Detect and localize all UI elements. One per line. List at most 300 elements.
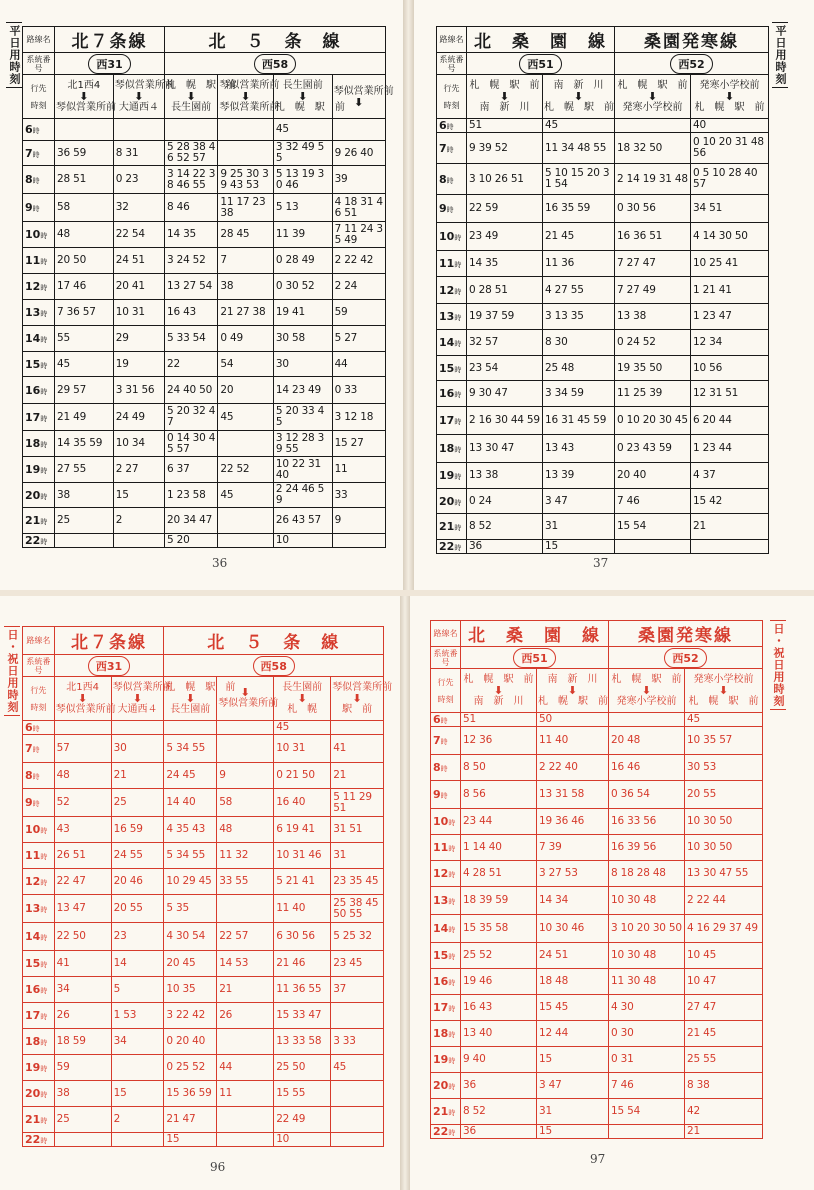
minutes-cell: 1 23 47 [691, 304, 769, 330]
hour-row [23, 735, 384, 763]
minutes-cell: 0 10 20 31 48 56 [691, 133, 769, 164]
destination-stop: 長生園前 [171, 101, 212, 113]
minutes-cell: 33 55 [217, 869, 274, 895]
hour-suffix: 時 [446, 206, 454, 214]
minutes-cell [331, 721, 384, 735]
minutes-cell: 13 38 [615, 304, 691, 330]
minutes-cell: 2 22 40 [537, 755, 609, 781]
minutes-cell: 4 14 30 50 [691, 223, 769, 251]
hour-cell [23, 735, 55, 763]
hour-number: 15 [439, 361, 455, 375]
minutes-cell [331, 1081, 384, 1107]
hour-suffix: 時 [454, 261, 462, 269]
minutes-cell: 13 38 [467, 463, 543, 489]
system-number-badge: 西58 [253, 656, 295, 676]
minutes-cell: 1 14 40 [461, 835, 537, 861]
minutes-cell [111, 1133, 164, 1147]
hour-suffix: 時 [448, 845, 456, 853]
hour-row [431, 727, 763, 755]
minutes-cell: 25 55 [685, 1047, 763, 1073]
minutes-cell: 16 40 [274, 789, 331, 817]
minutes-cell: 25 [55, 508, 114, 534]
hour-number: 22 [25, 534, 41, 547]
destination-cell [331, 677, 393, 721]
minutes-cell [615, 540, 691, 554]
minutes-cell: 45 [274, 721, 331, 735]
hour-suffix: 時 [454, 234, 462, 242]
hour-number: 16 [433, 975, 449, 988]
hour-number: 21 [439, 520, 455, 533]
hour-cell [23, 763, 55, 789]
hour-row [437, 223, 769, 251]
minutes-cell: 21 27 38 [218, 300, 274, 326]
minutes-cell: 14 35 [467, 251, 543, 277]
minutes-cell [217, 1133, 274, 1147]
hour-row [431, 969, 763, 995]
minutes-cell: 32 [113, 194, 164, 222]
route-label: 路線名 [431, 621, 461, 647]
minutes-cell: 36 59 [55, 141, 114, 166]
minutes-cell: 10 35 57 [685, 727, 763, 755]
hour-row [23, 166, 386, 194]
minutes-cell: 16 39 56 [609, 835, 685, 861]
hour-cell [437, 304, 467, 330]
minutes-cell: 0 28 49 [273, 248, 332, 274]
minutes-cell: 0 30 52 [273, 274, 332, 300]
down-arrow-icon: ⬇ [186, 89, 196, 103]
hour-suffix: 時 [40, 284, 48, 292]
hour-suffix: 時 [454, 418, 462, 426]
hour-row [431, 1099, 763, 1125]
hour-number: 16 [439, 387, 455, 400]
minutes-cell: 0 49 [218, 326, 274, 352]
system-number-cell [615, 53, 769, 75]
destination-stop: 札 幌 駅 前 [538, 695, 608, 707]
hour-row [437, 489, 769, 514]
minutes-cell: 21 [691, 514, 769, 540]
minutes-cell: 31 [331, 843, 384, 869]
down-arrow-icon: ⬇ [240, 89, 251, 103]
hour-number: 17 [439, 414, 455, 427]
minutes-cell: 29 57 [55, 377, 114, 404]
minutes-cell: 5 35 [164, 895, 217, 923]
minutes-cell: 9 [217, 763, 274, 789]
minutes-cell: 3 12 28 39 55 [273, 431, 332, 457]
hour-cell [437, 119, 467, 133]
minutes-cell: 16 33 56 [609, 809, 685, 835]
origin-stop: 札 幌 駅 前 [165, 79, 236, 91]
minutes-cell: 16 46 [609, 755, 685, 781]
minutes-cell: 6 37 [164, 457, 217, 483]
minutes-cell: 44 [217, 1055, 274, 1081]
minutes-cell: 23 44 [461, 809, 537, 835]
book-gutter-top [403, 0, 414, 590]
minutes-cell: 0 30 56 [615, 195, 691, 223]
minutes-cell: 13 39 [543, 463, 615, 489]
hour-number: 17 [433, 1001, 449, 1014]
minutes-cell: 9 25 30 39 43 53 [218, 166, 274, 194]
minutes-cell: 34 [54, 977, 111, 1003]
minutes-cell: 8 38 [685, 1073, 763, 1099]
system-number-cell [164, 655, 384, 677]
minutes-cell [111, 1055, 164, 1081]
hour-suffix: 時 [40, 538, 48, 546]
down-arrow-icon: ⬇ [493, 683, 504, 697]
hour-number: 6 [25, 123, 33, 136]
minutes-cell: 6 20 44 [691, 407, 769, 435]
minutes-cell: 13 30 47 [467, 435, 543, 463]
system-number-cell [467, 53, 615, 75]
minutes-cell: 3 10 20 30 50 [609, 915, 685, 943]
hour-number: 20 [433, 1079, 449, 1092]
hour-row [23, 274, 386, 300]
down-arrow-icon: ⬇ [641, 683, 652, 697]
hour-cell [437, 195, 467, 223]
hour-cell [431, 995, 461, 1021]
hour-cell [23, 977, 55, 1003]
dest-time-label [23, 75, 55, 119]
hour-cell [23, 789, 55, 817]
minutes-cell: 48 [217, 817, 274, 843]
minutes-cell: 30 58 [273, 326, 332, 352]
hour-suffix: 時 [32, 177, 40, 185]
destination-stop: 琴似営業所前 [218, 697, 279, 709]
hour-suffix: 時 [40, 987, 48, 995]
minutes-cell: 24 45 [164, 763, 217, 789]
hour-suffix: 時 [40, 1039, 48, 1047]
hour-number: 11 [433, 841, 449, 854]
hour-row [437, 435, 769, 463]
hour-number: 14 [439, 336, 455, 349]
hour-row [431, 809, 763, 835]
hour-number: 18 [25, 437, 41, 450]
minutes-cell: 5 10 15 20 31 54 [543, 164, 615, 195]
minutes-cell: 22 [164, 352, 217, 377]
system-number-badge: 西51 [519, 54, 561, 74]
hour-number: 9 [25, 796, 33, 809]
minutes-cell: 23 49 [467, 223, 543, 251]
destination-cell [54, 677, 116, 721]
hour-cell [23, 843, 55, 869]
hour-cell [431, 1021, 461, 1047]
minutes-cell: 52 [54, 789, 111, 817]
minutes-cell [218, 534, 274, 548]
minutes-cell: 38 [218, 274, 274, 300]
minutes-cell [55, 534, 114, 548]
minutes-cell: 12 36 [461, 727, 537, 755]
time-label: 時刻 [443, 100, 460, 110]
hour-suffix: 時 [448, 1057, 456, 1065]
hour-cell [437, 330, 467, 356]
origin-stop: 北1西4 [66, 681, 100, 693]
minutes-cell: 15 35 58 [461, 915, 537, 943]
minutes-cell: 3 31 56 [113, 377, 164, 404]
hour-suffix: 時 [454, 544, 462, 552]
minutes-cell: 55 [55, 326, 114, 352]
hour-number: 7 [25, 742, 33, 755]
destination-stop: 琴似営業所前 [56, 101, 117, 113]
minutes-cell: 36 [467, 540, 543, 554]
hour-cell [437, 514, 467, 540]
hour-cell [23, 377, 55, 404]
weekday-label-right: 平日用時刻 [772, 22, 788, 88]
line-name: 北 桑 園 線 [467, 27, 615, 53]
down-arrow-icon: ⬇ [132, 691, 143, 705]
hour-row [431, 713, 763, 727]
down-arrow-icon: ⬇ [298, 89, 308, 103]
hour-suffix: 時 [40, 906, 48, 914]
hour-row [23, 843, 384, 869]
hour-cell [437, 435, 467, 463]
minutes-cell [113, 534, 164, 548]
minutes-cell [615, 119, 691, 133]
hour-row [23, 300, 386, 326]
destination-cell [164, 75, 236, 119]
weekday-label-left: 平日用時刻 [6, 22, 22, 88]
minutes-cell [218, 141, 274, 166]
minutes-cell: 26 [54, 1003, 111, 1029]
minutes-cell: 19 46 [461, 969, 537, 995]
hour-cell [431, 755, 461, 781]
minutes-cell: 10 45 [685, 943, 763, 969]
destination-stop: 大通西４ [117, 703, 158, 715]
minutes-cell: 14 34 [537, 887, 609, 915]
hour-cell [431, 1099, 461, 1125]
hour-row [23, 141, 386, 166]
hour-cell [23, 222, 55, 248]
minutes-cell: 15 [164, 1133, 217, 1147]
minutes-cell: 42 [685, 1099, 763, 1125]
minutes-cell: 3 27 53 [537, 861, 609, 887]
hour-suffix: 時 [448, 926, 456, 934]
hour-row [23, 508, 386, 534]
hour-row [437, 463, 769, 489]
minutes-cell: 3 10 26 51 [467, 164, 543, 195]
hour-row [431, 755, 763, 781]
hour-number: 10 [25, 228, 41, 241]
hour-number: 22 [433, 1125, 449, 1138]
hour-cell [23, 119, 55, 141]
minutes-cell: 31 [543, 514, 615, 540]
hour-number: 19 [433, 1053, 449, 1066]
minutes-cell: 15 [111, 1081, 164, 1107]
hour-suffix: 時 [454, 473, 462, 481]
minutes-cell: 10 34 [113, 431, 164, 457]
minutes-cell: 19 41 [273, 300, 332, 326]
hour-row [23, 763, 384, 789]
hour-cell [431, 835, 461, 861]
hour-suffix: 時 [440, 738, 448, 746]
origin-stop: 長生園前 [282, 79, 323, 91]
hour-suffix: 時 [440, 717, 448, 725]
minutes-cell: 40 [691, 119, 769, 133]
hour-suffix: 時 [32, 773, 40, 781]
hour-cell [437, 381, 467, 407]
minutes-cell: 7 [218, 248, 274, 274]
minutes-cell: 16 36 51 [615, 223, 691, 251]
minutes-cell: 48 [54, 763, 111, 789]
minutes-cell: 7 46 [609, 1073, 685, 1099]
hour-number: 18 [25, 1035, 41, 1048]
minutes-cell: 1 53 [111, 1003, 164, 1029]
hour-suffix: 時 [40, 1091, 48, 1099]
minutes-cell: 16 31 45 59 [543, 407, 615, 435]
minutes-cell: 4 30 [609, 995, 685, 1021]
minutes-cell: 24 40 50 [164, 377, 217, 404]
hour-row [431, 861, 763, 887]
hour-suffix: 時 [446, 145, 454, 154]
minutes-cell: 24 49 [113, 404, 164, 431]
hour-suffix: 時 [32, 725, 40, 733]
down-arrow-icon: ⬇ [567, 683, 578, 697]
hour-number: 8 [25, 173, 33, 186]
hour-number: 8 [439, 172, 447, 186]
minutes-cell: 10 31 [113, 300, 164, 326]
hour-cell [23, 194, 55, 222]
origin-stop: 南 新 川 [547, 673, 598, 685]
minutes-cell: 57 [54, 735, 111, 763]
hour-suffix: 時 [448, 871, 456, 879]
hour-cell [431, 727, 461, 755]
hour-number: 6 [25, 721, 33, 734]
origin-stop: 札 幌 駅 前 [617, 79, 688, 91]
system-number-cell [609, 647, 763, 669]
hour-suffix: 時 [40, 232, 48, 240]
hour-cell [23, 141, 55, 166]
minutes-cell: 24 51 [537, 943, 609, 969]
hour-cell [431, 887, 461, 915]
minutes-cell [55, 119, 114, 141]
hour-number: 7 [439, 141, 447, 155]
hour-suffix: 時 [446, 176, 454, 185]
hour-suffix: 時 [40, 1117, 48, 1125]
minutes-cell: 15 [537, 1047, 609, 1073]
destination-cell [164, 677, 236, 721]
minutes-cell: 15 45 [537, 995, 609, 1021]
minutes-cell: 20 41 [113, 274, 164, 300]
minutes-cell: 10 35 [164, 977, 217, 1003]
down-arrow-icon: ⬇ [354, 95, 364, 109]
hour-suffix: 時 [454, 524, 462, 532]
hour-cell [23, 721, 55, 735]
minutes-cell: 25 [111, 789, 164, 817]
minutes-cell: 45 [273, 119, 332, 141]
origin-stop: 発寒小学校前 [693, 673, 754, 685]
origin-stop: 札 幌 駅 前 [469, 79, 540, 91]
minutes-cell: 44 [332, 352, 385, 377]
minutes-cell: 10 31 [274, 735, 331, 763]
minutes-cell: 10 22 31 40 [273, 457, 332, 483]
line-name: 北 桑 園 線 [461, 621, 609, 647]
minutes-cell: 11 34 48 55 [543, 133, 615, 164]
minutes-cell: 11 17 23 38 [218, 194, 274, 222]
minutes-cell: 10 56 [691, 356, 769, 381]
minutes-cell: 10 47 [685, 969, 763, 995]
hour-cell [23, 508, 55, 534]
hour-suffix: 時 [40, 467, 48, 475]
hour-cell [437, 164, 467, 195]
minutes-cell: 19 37 59 [467, 304, 543, 330]
origin-stop: 札 幌 駅 前 [463, 673, 534, 685]
minutes-cell: 23 [111, 923, 164, 951]
minutes-cell: 11 36 [543, 251, 615, 277]
hour-number: 11 [439, 257, 455, 270]
minutes-cell: 7 39 [537, 835, 609, 861]
origin-stop: 発寒小学校前 [699, 79, 760, 91]
minutes-cell: 5 33 54 [164, 326, 217, 352]
dest-label: 行先 [30, 83, 47, 93]
minutes-cell [331, 1107, 384, 1133]
destination-stop: 札 幌 駅 前 [544, 101, 614, 113]
time-label: 時刻 [30, 100, 47, 110]
minutes-cell: 13 40 [461, 1021, 537, 1047]
origin-stop: 琴似営業所前 [219, 79, 280, 91]
hour-number: 17 [25, 1009, 41, 1022]
minutes-cell: 51 [467, 119, 543, 133]
minutes-cell: 38 [55, 483, 114, 508]
minutes-cell: 10 31 46 [274, 843, 331, 869]
hour-row [437, 164, 769, 195]
minutes-cell: 19 35 50 [615, 356, 691, 381]
minutes-cell: 38 [54, 1081, 111, 1107]
hour-cell [437, 407, 467, 435]
hour-cell [437, 251, 467, 277]
minutes-cell: 17 46 [55, 274, 114, 300]
minutes-cell: 27 55 [55, 457, 114, 483]
minutes-cell: 15 27 [332, 431, 385, 457]
page-number-37: 37 [593, 556, 609, 570]
dest-label: 行先 [30, 685, 47, 695]
destination-stop: 駅 前 [342, 703, 373, 715]
hour-cell [437, 133, 467, 164]
down-arrow-icon: ⬇ [297, 691, 307, 705]
minutes-cell: 24 55 [111, 843, 164, 869]
minutes-cell: 1 23 58 [164, 483, 217, 508]
minutes-cell: 31 [537, 1099, 609, 1125]
down-arrow-icon: ⬇ [185, 691, 195, 705]
origin-stop: 琴似営業所前 [112, 681, 173, 693]
line-name: 北７条線 [55, 27, 165, 53]
minutes-cell: 0 23 43 59 [615, 435, 691, 463]
origin-stop: 琴似営業所前 [333, 85, 394, 97]
minutes-cell: 3 34 59 [543, 381, 615, 407]
hour-cell [23, 404, 55, 431]
minutes-cell: 8 46 [164, 194, 217, 222]
hour-suffix: 時 [40, 310, 48, 318]
hour-number: 13 [439, 310, 455, 323]
hour-row [23, 1133, 384, 1147]
hour-cell [23, 248, 55, 274]
minutes-cell: 8 52 [467, 514, 543, 540]
minutes-cell: 5 25 32 [331, 923, 384, 951]
minutes-cell [217, 895, 274, 923]
minutes-cell: 10 29 45 [164, 869, 217, 895]
system-number-cell [55, 53, 165, 75]
hour-cell [23, 1107, 55, 1133]
hour-suffix: 時 [40, 934, 48, 942]
hour-number: 14 [433, 922, 449, 935]
minutes-cell: 4 35 43 [164, 817, 217, 843]
hour-row [437, 277, 769, 304]
minutes-cell: 15 [543, 540, 615, 554]
hour-cell [23, 1003, 55, 1029]
hour-row [431, 1125, 763, 1139]
minutes-cell: 3 14 22 38 46 55 [164, 166, 217, 194]
minutes-cell: 14 40 [164, 789, 217, 817]
hour-number: 17 [25, 410, 41, 424]
minutes-cell: 8 52 [461, 1099, 537, 1125]
hour-suffix: 時 [454, 287, 462, 296]
